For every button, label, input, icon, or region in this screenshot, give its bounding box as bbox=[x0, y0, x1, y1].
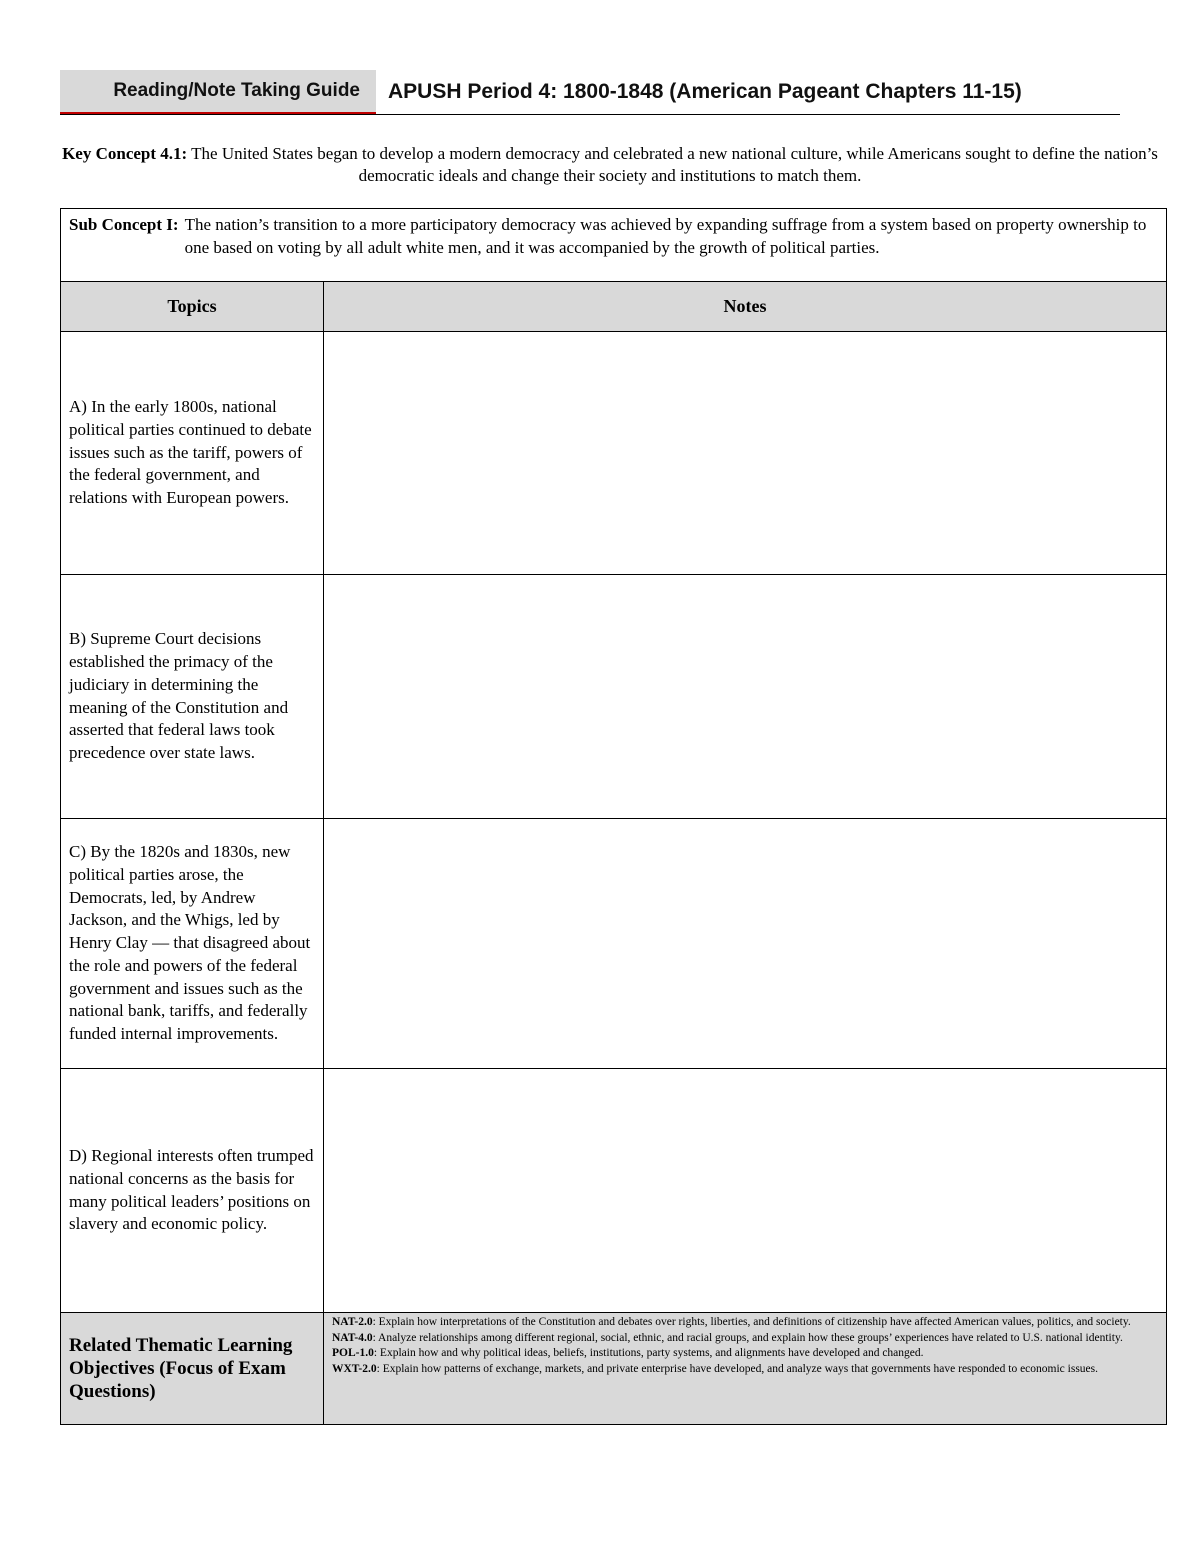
page-header bbox=[60, 70, 1120, 115]
table-row bbox=[61, 819, 1167, 1069]
topic-cell: C) By the 1820s and 1830s, new political parties arose, the Democrats, led, by Andrew Jackson, and the Whigs, led by Henry Clay — that disagreed about the role and powers of the federal government and issues such as the national bank, tariffs, and federally funded internal improvements. bbox=[61, 819, 324, 1069]
key-concept-text: The United States began to develop a modern democracy and celebrated a new national culture, while Americans sought to define the nation’s democratic ideals and change their society and institutions to match them. bbox=[191, 144, 1158, 185]
objective-code: NAT-2.0 bbox=[332, 1316, 373, 1328]
objective-item bbox=[332, 1331, 1158, 1347]
objective-text: : Explain how and why political ideas, beliefs, institutions, party systems, and alignments have developed and changed. bbox=[373, 1347, 924, 1359]
objective-text: : Explain how patterns of exchange, markets, and private enterprise have developed, and analyze ways that governments have responded to economic issues. bbox=[376, 1362, 1099, 1375]
objective-item bbox=[332, 1362, 1158, 1378]
notes-column-header: Notes bbox=[324, 282, 1167, 332]
table-row bbox=[61, 575, 1167, 819]
key-concept-label: Key Concept 4.1: bbox=[62, 144, 188, 163]
sub-concept-text: The nation’s transition to a more participatory democracy was achieved by expanding suffrage from a system based on property ownership to one based on voting by all adult white men, and it was accompanied by the growth of political parties. bbox=[184, 215, 1147, 257]
sub-concept-label: Sub Concept I: bbox=[69, 215, 179, 234]
objectives-row bbox=[61, 1313, 1167, 1425]
guide-label: Reading/Note Taking Guide bbox=[60, 70, 376, 114]
notes-cell[interactable] bbox=[324, 1069, 1167, 1313]
objectives-list bbox=[324, 1313, 1167, 1425]
topics-column-header: Topics bbox=[61, 282, 324, 332]
objective-item bbox=[332, 1346, 1158, 1362]
objective-code: WXT-2.0 bbox=[332, 1362, 377, 1375]
table-row bbox=[61, 332, 1167, 575]
objective-code: NAT-4.0 bbox=[332, 1331, 373, 1344]
objective-item bbox=[332, 1315, 1158, 1331]
topic-cell: A) In the early 1800s, national political parties continued to debate issues such as the tariff, powers of the federal government, and relations with European powers. bbox=[61, 332, 324, 575]
topic-cell: D) Regional interests often trumped national concerns as the basis for many political leaders’ positions on slavery and economic policy. bbox=[61, 1069, 324, 1313]
sub-concept-row bbox=[61, 209, 1167, 282]
topic-cell: B) Supreme Court decisions established the primacy of the judiciary in determining the meaning of the Constitution and asserted that federal laws took precedence over state laws. bbox=[61, 575, 324, 819]
objective-text: : Explain how interpretations of the Constitution and debates over rights, liberties, and definitions of citizenship have affected American values, politics, and society. bbox=[372, 1316, 1131, 1328]
table-row bbox=[61, 1069, 1167, 1313]
table-header-row bbox=[61, 282, 1167, 332]
objective-code: POL-1.0 bbox=[332, 1347, 374, 1359]
notes-cell[interactable] bbox=[324, 575, 1167, 819]
notes-cell[interactable] bbox=[324, 819, 1167, 1069]
objectives-title: Related Thematic Learning Objectives (Focus of Exam Questions) bbox=[61, 1313, 324, 1425]
notes-cell[interactable] bbox=[324, 332, 1167, 575]
key-concept bbox=[60, 143, 1160, 187]
objective-text: : Analyze relationships among different regional, social, ethnic, and racial groups, and explain how these groups’ experiences have related to U.S. national identity. bbox=[372, 1331, 1123, 1344]
notes-table bbox=[60, 208, 1167, 1425]
document-title: APUSH Period 4: 1800-1848 (American Pageant Chapters 11-15) bbox=[388, 80, 1022, 103]
